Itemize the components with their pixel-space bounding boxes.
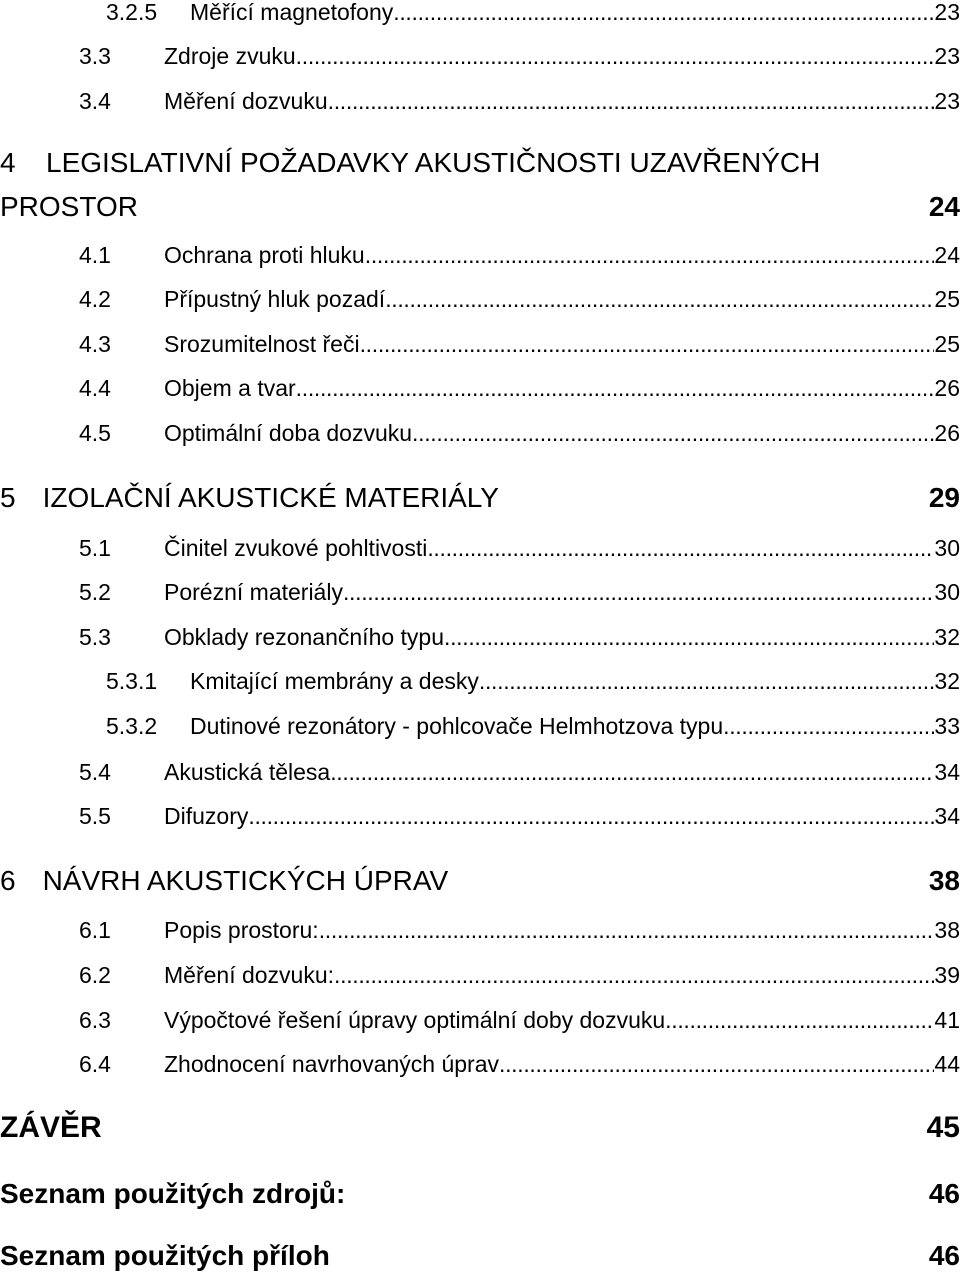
toc-dot-leader: [412, 416, 934, 450]
toc-dot-leader: [330, 755, 934, 789]
toc-entry-6-2[interactable]: [0, 958, 960, 992]
toc-entry-body: [164, 531, 960, 565]
toc-entry-body: [164, 416, 960, 450]
toc-entry-title: Přípustný hluk pozadí: [164, 286, 386, 312]
toc-entry-number: 5.3.1: [106, 668, 158, 694]
toc-entry-title: Ochrana proti hluku: [164, 242, 365, 268]
toc-entry-number: 3.2.5: [106, 0, 158, 25]
toc-entry-title: Popis prostoru:: [164, 917, 319, 943]
toc-entry-title: Měření dozvuku:: [164, 962, 335, 988]
toc-chapter-page: 38: [928, 865, 960, 896]
toc-entry-5-1[interactable]: [0, 531, 960, 565]
toc-conclusion-title: ZÁVĚR: [0, 1111, 102, 1144]
toc-entry-page: 24: [934, 242, 960, 268]
toc-entry-page: 26: [934, 420, 960, 446]
toc-dot-leader: [479, 664, 935, 698]
toc-dot-leader: [665, 1003, 934, 1037]
toc-dot-leader: [499, 1047, 934, 1081]
toc-entry-body: [190, 0, 960, 29]
toc-entry-title: Optimální doba dozvuku: [164, 420, 413, 446]
toc-chapter-4-line2[interactable]: [0, 185, 960, 229]
toc-chapter-page: 29: [928, 482, 960, 513]
toc-entry-body: [164, 913, 960, 947]
toc-entry-5-3-1[interactable]: [0, 664, 960, 698]
toc-entry-body: [164, 620, 960, 654]
toc-chapter-title: LEGISLATIVNÍ POŽADAVKY AKUSTIČNOSTI UZAVŘENÝCH: [46, 147, 821, 178]
toc-entry-title: Měřící magnetofony: [190, 0, 394, 25]
toc-entry-number: 4.5: [79, 420, 111, 446]
toc-dot-leader: [296, 39, 935, 73]
toc-entry-page: 25: [934, 286, 960, 312]
toc-dot-leader: [360, 327, 935, 361]
toc-entry-6-3[interactable]: [0, 1003, 960, 1037]
toc-entry-page: 39: [934, 962, 960, 988]
toc-entry-number: 5.3.2: [106, 713, 158, 739]
toc-entry-3-3[interactable]: [0, 39, 960, 73]
toc-dot-leader: [385, 282, 934, 316]
toc-entry-body: [164, 575, 960, 609]
toc-entry-title: Dutinové rezonátory - pohlcovače Helmhotzova typu: [190, 713, 724, 739]
toc-entry-page: 34: [934, 803, 960, 829]
toc-chapter-heading: [0, 859, 448, 903]
toc-dot-leader: [427, 531, 934, 565]
toc-entry-title: Měření dozvuku: [164, 88, 328, 114]
toc-appendices-title: Seznam použitých příloh: [0, 1240, 330, 1271]
toc-entry-number: 6.4: [79, 1051, 111, 1077]
toc-entry-3-2-5[interactable]: [0, 0, 960, 29]
toc-chapter-page: 24: [928, 191, 960, 222]
toc-chapter-4[interactable]: [0, 141, 960, 185]
toc-entry-body: [164, 371, 960, 405]
toc-entry-body: [164, 755, 960, 789]
toc-entry-title: Akustická tělesa: [164, 759, 331, 785]
toc-entry-number: 5.3: [79, 624, 111, 650]
toc-entry-4-4[interactable]: [0, 371, 960, 405]
toc-entry-number: 5.2: [79, 579, 111, 605]
toc-entry-number: 5.5: [79, 803, 111, 829]
toc-entry-body: [164, 1003, 960, 1037]
toc-entry-page: 25: [934, 331, 960, 357]
toc-entry-5-4[interactable]: [0, 755, 960, 789]
toc-entry-body: [164, 282, 960, 316]
toc-entry-3-4[interactable]: [0, 84, 960, 118]
toc-entry-title: Srozumitelnost řeči: [164, 331, 360, 357]
toc-entry-body: [190, 709, 960, 743]
toc-appendices[interactable]: [0, 1234, 960, 1278]
toc-entry-title: Výpočtové řešení úpravy optimální doby dozvuku: [164, 1007, 666, 1033]
toc-entry-body: [164, 39, 960, 73]
toc-dot-leader: [248, 799, 934, 833]
toc-chapter-heading: [0, 476, 499, 520]
toc-entry-6-1[interactable]: [0, 913, 960, 947]
toc-chapter-number: 4: [0, 147, 16, 178]
toc-appendices-page: 46: [928, 1240, 960, 1271]
toc-conclusion[interactable]: [0, 1106, 960, 1150]
toc-entry-body: [190, 664, 960, 698]
toc-entry-page: 23: [934, 0, 960, 25]
toc-dot-leader: [365, 238, 935, 272]
toc-entry-page: 30: [934, 535, 960, 561]
toc-entry-page: 30: [934, 579, 960, 605]
toc-entry-page: 33: [934, 713, 960, 739]
toc-entry-5-3-2[interactable]: [0, 709, 960, 743]
toc-entry-number: 4.2: [79, 286, 111, 312]
toc-entry-4-5[interactable]: [0, 416, 960, 450]
toc-entry-number: 3.4: [79, 88, 111, 114]
toc-entry-number: 4.1: [79, 242, 111, 268]
toc-entry-page: 34: [934, 759, 960, 785]
toc-entry-title: Kmitající membrány a desky: [190, 668, 479, 694]
toc-entry-5-5[interactable]: [0, 799, 960, 833]
toc-entry-body: [164, 958, 960, 992]
toc-chapter-number: 5: [0, 482, 16, 513]
toc-dot-leader: [343, 575, 934, 609]
toc-entry-number: 4.4: [79, 375, 111, 401]
toc-entry-page: 26: [934, 375, 960, 401]
toc-entry-4-1[interactable]: [0, 238, 960, 272]
toc-dot-leader: [723, 709, 934, 743]
toc-entry-page: 32: [934, 668, 960, 694]
toc-entry-body: [164, 799, 960, 833]
toc-entry-page: 41: [934, 1007, 960, 1033]
toc-entry-title: Zhodnocení navrhovaných úprav: [164, 1051, 499, 1077]
toc-entry-number: 4.3: [79, 331, 111, 357]
toc-entry-body: [164, 84, 960, 118]
toc-dot-leader: [319, 913, 935, 947]
toc-entry-page: 38: [934, 917, 960, 943]
toc-entry-4-3[interactable]: [0, 327, 960, 361]
toc-entry-title: Činitel zvukové pohltivosti: [164, 535, 428, 561]
toc-dot-leader: [444, 620, 934, 654]
toc-sources-page: 46: [928, 1178, 960, 1209]
toc-entry-title: Obklady rezonančního typu: [164, 624, 445, 650]
toc-conclusion-page: 45: [926, 1111, 960, 1144]
toc-entry-6-4[interactable]: [0, 1047, 960, 1081]
toc-entry-page: 32: [934, 624, 960, 650]
toc-chapter-title: NÁVRH AKUSTICKÝCH ÚPRAV: [42, 865, 449, 896]
toc-entry-number: 3.3: [79, 43, 111, 69]
toc-entry-5-3[interactable]: [0, 620, 960, 654]
toc-chapter-number: 6: [0, 865, 16, 896]
toc-entry-title: Porézní materiály: [164, 579, 343, 605]
toc-chapter-5[interactable]: [0, 476, 960, 520]
toc-entry-body: [164, 1047, 960, 1081]
toc-entry-number: 5.4: [79, 759, 111, 785]
toc-chapter-title-continued: PROSTOR: [0, 191, 138, 222]
toc-entry-number: 5.1: [79, 535, 111, 561]
toc-entry-page: 44: [934, 1051, 960, 1077]
toc-entry-title: Objem a tvar: [164, 375, 296, 401]
toc-sources[interactable]: [0, 1172, 960, 1216]
toc-entry-page: 23: [934, 43, 960, 69]
toc-dot-leader: [334, 958, 934, 992]
toc-chapter-6[interactable]: [0, 859, 960, 903]
toc-entry-number: 6.1: [79, 917, 111, 943]
toc-sources-title: Seznam použitých zdrojů:: [0, 1178, 346, 1209]
toc-entry-number: 6.2: [79, 962, 111, 988]
toc-chapter-title: IZOLAČNÍ AKUSTICKÉ MATERIÁLY: [42, 482, 499, 513]
toc-entry-title: Difuzory: [164, 803, 249, 829]
toc-entry-5-2[interactable]: [0, 575, 960, 609]
toc-entry-title: Zdroje zvuku: [164, 43, 296, 69]
toc-dot-leader: [393, 0, 934, 29]
toc-entry-4-2[interactable]: [0, 282, 960, 316]
toc-dot-leader: [328, 84, 935, 118]
toc-entry-number: 6.3: [79, 1007, 111, 1033]
toc-entry-page: 23: [934, 88, 960, 114]
toc-dot-leader: [296, 371, 935, 405]
toc-entry-body: [164, 238, 960, 272]
toc-entry-body: [164, 327, 960, 361]
